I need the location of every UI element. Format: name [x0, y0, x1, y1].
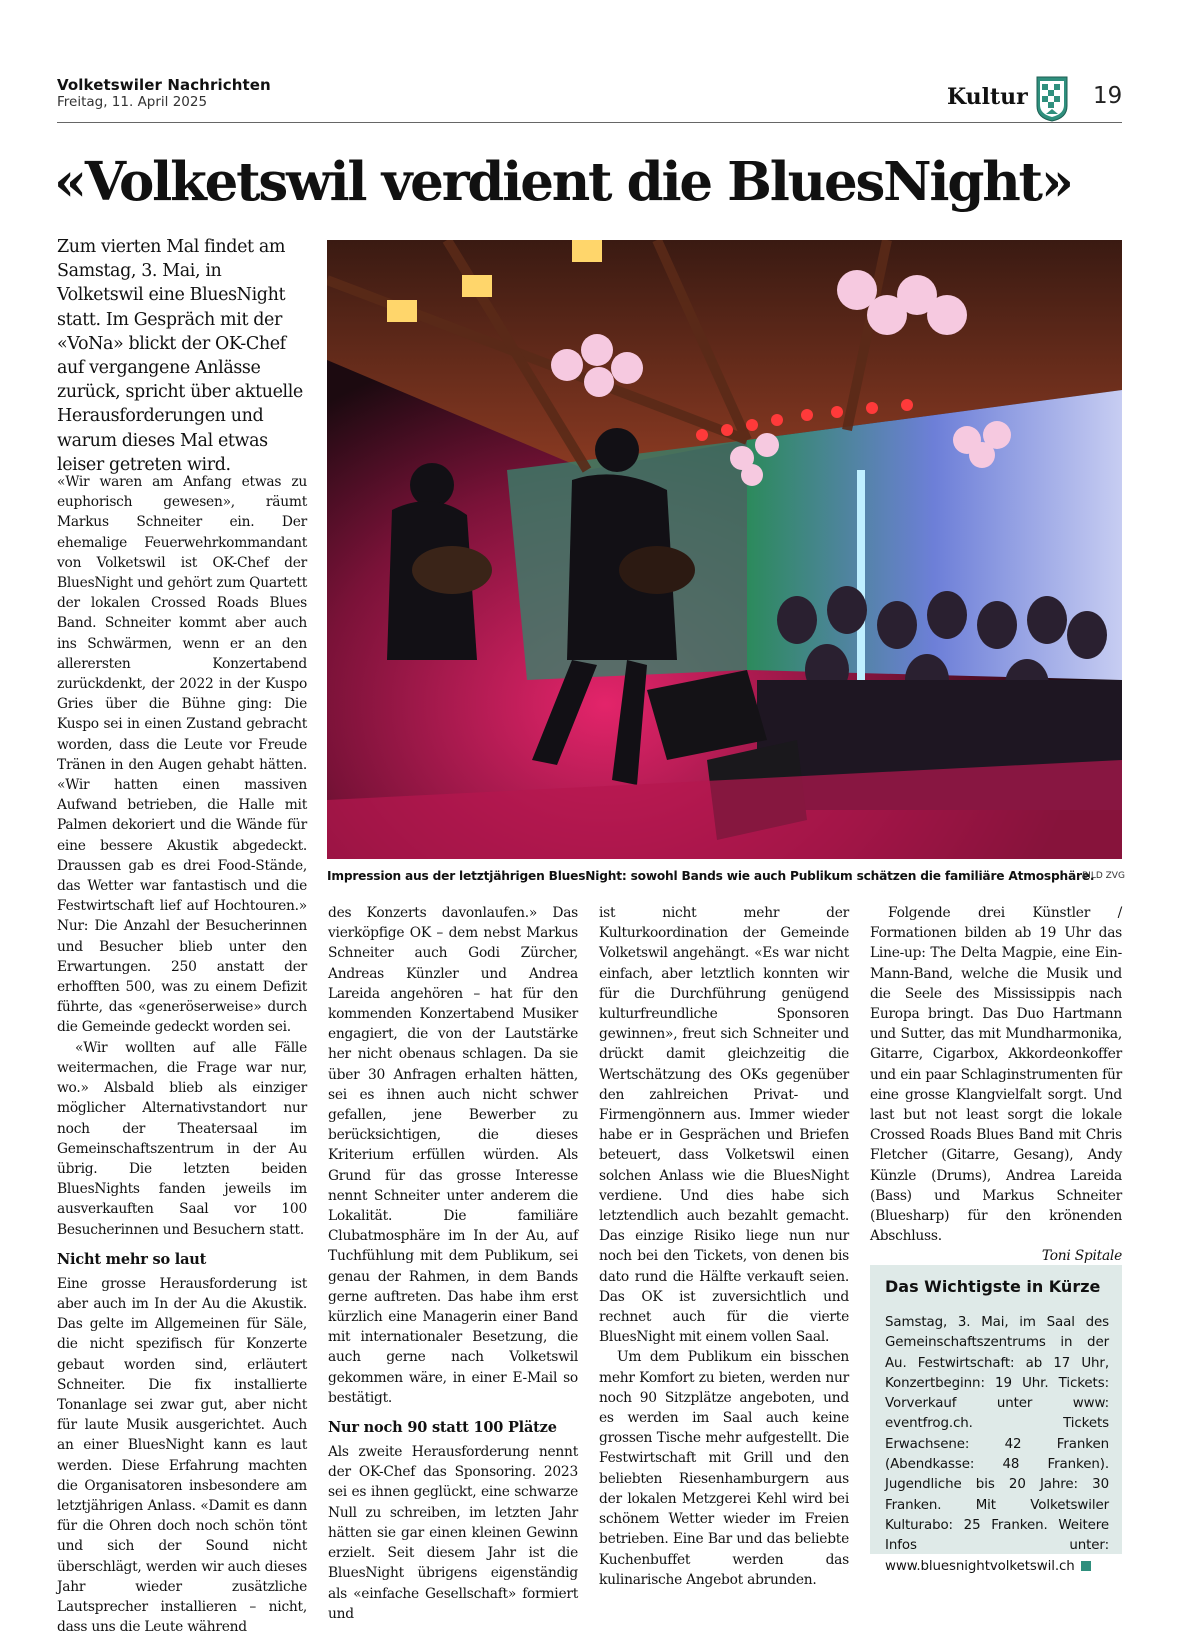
- coat-of-arms-icon: [1036, 76, 1068, 122]
- section-label: Kultur: [947, 84, 1028, 110]
- author-byline: Toni Spitale: [1041, 1248, 1122, 1265]
- article-lead: Zum vierten Mal findet am Samstag, 3. Mai, in Volketswil eine BluesNight statt. Im Gespräch mit der «VoNa» blickt der OK-Chef auf vergangene Anlässe zurück, spricht über aktuelle Herausforderungen und warum dieses Mal etwas leiser getreten wird.: [57, 237, 303, 475]
- info-box-text: Samstag, 3. Mai, im Saal des Gemeinschaftszentrums in der Au. Festwirtschaft: ab 17 Uhr, Konzertbeginn: 19 Uhr. Tickets: Vorverkauf unter www: eventfrog.ch. Tickets Erwachsene: 42 Franken (Abendkasse: 48 Franken). Jugendliche bis 20 Jahre: 30 Franken. Mit Volketswiler Kulturabo: 25 Franken. Weitere Infos unter: www.bluesnightvolketswil.ch: [885, 1315, 1109, 1574]
- concert-photo-illustration: [327, 240, 1122, 859]
- subheading: Nur noch 90 statt 100 Plätze: [328, 1419, 557, 1437]
- paragraph: Folgende drei Künstler / Formationen bilden ab 19 Uhr das Line-up: The Delta Magpie, eine Ein-Mann-Band, welche die Musik und die Seele des Mississippis nach Europa bringt. Das Duo Hartmann und Sutter, das mit Mundharmonika, Gitarre, Cigarbox, Akkordeonkoffer und ein paar Schlaginstrumenten für eine grosse Klangvielfalt sorgt. Und last but not least sorgt die lokale Crossed Roads Blues Band mit Chris Fletcher (Gitarre, Gesang), Andy Künzle (Drums), Andrea Lareida (Bass) und Markus Schneiter (Bluesharp) für den krönenden Abschluss.: [870, 905, 1122, 1245]
- paragraph: Als zweite Herausforderung nennt der OK-Chef das Sponsoring. 2023 sei es ihnen geglückt, eine schwarze Null zu schreiben, im letzten Jahr hätten sie gar einen kleinen Gewinn erzielt. Seit diesem Jahr ist die BluesNight übrigens eigenständig als «einfache Gesellschaft» formiert und: [328, 1444, 578, 1622]
- info-box-title: Das Wichtigste in Kürze: [885, 1277, 1101, 1296]
- article-column-2: [328, 903, 578, 1624]
- end-mark-icon: [1081, 1561, 1091, 1571]
- info-box: [870, 1265, 1122, 1574]
- issue-date: Freitag, 11. April 2025: [57, 94, 208, 110]
- article-headline: «Volketswil verdient die BluesNight»: [54, 151, 1072, 213]
- paragraph: Um dem Publikum ein bisschen mehr Komfort zu bieten, werden nur noch 90 Sitzplätze angeboten, und es werden im Saal auch keine grossen Tische mehr aufgestellt. Die Festwirtschaft mit Grill und den beliebten Riesenhamburgern aus der lokalen Metzgerei Kehl wird bei schönem Wetter wieder im Freien betrieben. Eine Bar und das beliebte Kuchenbuffet werden das kulinarische Angebot abrunden.: [599, 1349, 849, 1588]
- concert-photo: [327, 240, 1122, 859]
- paragraph: des Konzerts davonlaufen.» Das vierköpfige OK – dem nebst Markus Schneiter auch Godi Zürcher, Andreas Künzler und Andrea Lareida angehören – hat für den kommenden Konzertabend Musiker engagiert, die von der Lautstärke her nicht obenaus schlagen. Da sie über 30 Anfragen erhalten hätten, sei es ihnen auch nicht schwer gefallen, jene Bewerber zu berücksichtigen, die dieses Kriterium erfüllen würden. Als Grund für das grosse Interesse nennt Schneiter unter anderem die Lokalität. Die familiäre Clubatmosphäre im In der Au, auf Tuchfühlung mit dem Publikum, sei genau der Rahmen, in dem Bands gerne auftreten. Das habe ihm erst kürzlich eine Managerin einer Band mit internationaler Besetzung, die auch gerne nach Volketswil gekommen wäre, in einer E-Mail so bestätigt.: [328, 905, 578, 1406]
- header-divider: [57, 122, 1122, 123]
- photo-credit: BILD ZVG: [1082, 871, 1125, 881]
- paragraph: «Wir wollten auf alle Fälle weitermachen, die Frage war nur, wo.» Alsbald blieb als einziger möglicher Alternativstandort nur noch der Theatersaal im Gemeinschaftszentrum in der Au übrig. Die letzten beiden BluesNights fanden jeweils im ausverkauften Saal vor 100 Besucherinnen und Besuchern statt.: [57, 1039, 307, 1238]
- paragraph: Eine grosse Herausforderung ist aber auch im In der Au die Akustik. Das gelte im Allgemeinen für Säle, die nicht spezifisch für Konzerte gebaut worden sind, erläutert Schneiter. Die fix installierte Tonanlage sei zwar gut, aber nicht für laute Musik ausgerichtet. Auch an einer BluesNight kann es laut werden. Diese Erfahrung machten die Organisatoren insbesondere am letztjährigen Anlass. «Damit es dann für die Ohren doch noch schön tönt und sich der Sound nicht überschlägt, werden wir auch dieses Jahr wieder zusätzliche Lautsprecher installieren – nicht, dass uns die Leute während: [57, 1275, 307, 1636]
- article-column-4: [870, 903, 1122, 1267]
- paragraph: «Wir waren am Anfang etwas zu euphorisch gewesen», räumt Markus Schneiter ein. Der ehemalige Feuerwehrkommandant von Volketswil ist OK-Chef der BluesNight und gehört zum Quartett der lokalen Crossed Roads Blues Band. Schneiter kommt aber auch ins Schwärmen, wenn er an den allerersten Konzertabend zurückdenkt, der 2022 in der Kuspo Gries über die Bühne ging: Die Kuspo sei in einen Zustand gebracht worden, dass die Leute vor Freude Tränen in den Augen gehabt hätten. «Wir hatten einen massiven Aufwand betrieben, die Halle mit Palmen dekoriert und die Wände für eine bessere Akustik abgedeckt. Draussen gab es drei Food-Stände, das Wetter war fantastisch und die Festwirtschaft lief auf Hochtouren.» Nur: Die Anzahl der Besucherinnen und Besucher blieb unter den Erwartungen. 250 anstatt der erhofften 500, was zu einem Defizit führte, das «generöserweise» durch die Gemeinde gedeckt worden sei.: [57, 474, 307, 1036]
- paragraph: ist nicht mehr der Kulturkoordination der Gemeinde Volketswil angehängt. «Es war nicht einfach, aber letztlich konnten wir für die Durchführung genügend kulturfreundliche Sponsoren gewinnen», freut sich Schneiter und drückt damit gleichzeitig die Wertschätzung des OKs gegenüber den zahlreichen Privat- und Firmengönnern aus. Immer wieder habe er in Gesprächen und Briefen beteuert, dass Volketswil einen solchen Anlass wie die BluesNight verdiene. Und dies habe sich letztendlich auch bezahlt gemacht. Das einzige Risiko liege nun nur noch bei den Tickets, von denen bis dato rund die Hälfte verkauft seien. Das OK ist zuversichtlich und rechnet auch für die vierte BluesNight mit einem vollen Saal.: [599, 905, 849, 1346]
- info-box-body: [885, 1313, 1109, 1577]
- article-column-1: [57, 472, 307, 1637]
- page-number: 19: [1093, 83, 1123, 109]
- subheading: Nicht mehr so laut: [57, 1250, 207, 1268]
- newspaper-name: Volketswiler Nachrichten: [57, 76, 271, 94]
- photo-caption: Impression aus der letztjährigen BluesNight: sowohl Bands wie auch Publikum schätzen die familiäre Atmosphäre.: [327, 869, 1095, 883]
- article-column-3: [599, 903, 849, 1590]
